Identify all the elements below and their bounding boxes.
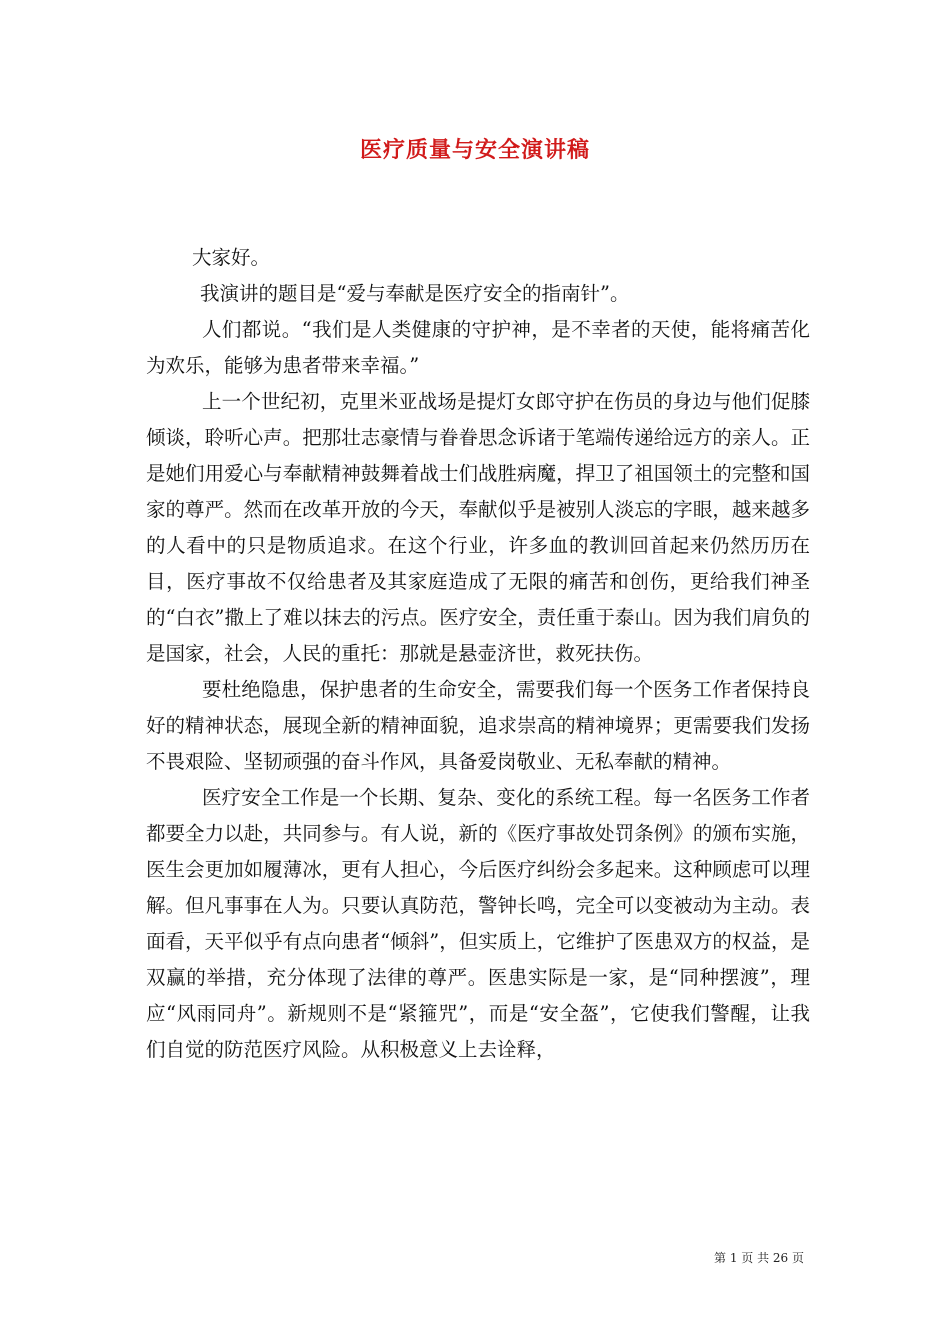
page-number-footer: 第 1 页 共 26 页	[714, 1251, 804, 1265]
paragraph-quote: 人们都说。“我们是人类健康的守护神，是不幸者的天使，能将痛苦化为欢乐，能够为患者带来幸福。”	[146, 318, 810, 377]
paragraph-safety: 要杜绝隐患，保护患者的生命安全，需要我们每一个医务工作者保持良好的精神状态，展现全新的精神面貌，追求崇高的精神境界；更需要我们发扬不畏艰险、坚韧顽强的奋斗作风，具备爱岗敬业、无私奉献的精神。	[146, 678, 810, 773]
document-title: 医疗质量与安全演讲稿	[359, 137, 590, 163]
paragraph-history: 上一个世纪初，克里米亚战场是提灯女郎守护在伤员的身边与他们促膝倾谈，聆听心声。把那壮志豪情与眷眷思念诉诸于笔端传递给远方的亲人。正是她们用爱心与奉献精神鼓舞着战士们战胜病魔，捍卫了祖国领土的完整和国家的尊严。然而在改革开放的今天，奉献似乎是被别人淡忘的字眼，越来越多的人看中的只是物质追求。在这个行业，许多血的教训回首起来仍然历历在目，医疗事故不仅给患者及其家庭造成了无限的痛苦和创伤，更给我们神圣的“白衣”撒上了难以抹去的污点。医疗安全，责任重于泰山。因为我们肩负的是国家，社会，人民的重托：那就是悬壶济世，救死扶伤。	[146, 390, 810, 665]
paragraph-topic: 我演讲的题目是“爱与奉献是医疗安全的指南针”。	[200, 282, 630, 305]
document-body	[146, 240, 810, 1068]
paragraph-greeting: 大家好。	[192, 246, 271, 269]
paragraph-work: 医疗安全工作是一个长期、复杂、变化的系统工程。每一名医务工作者都要全力以赴，共同参与。有人说，新的《医疗事故处罚条例》的颁布实施，医生会更加如履薄冰，更有人担心，今后医疗纠纷会多起来。这种顾虑可以理解。但凡事事在人为。只要认真防范，警钟长鸣，完全可以变被动为主动。表面看，天平似乎有点向患者“倾斜”，但实质上，它维护了医患双方的权益，是双赢的举措，充分体现了法律的尊严。医患实际是一家，是“同种摆渡”，理应“风雨同舟”。新规则不是“紧箍咒”，而是“安全盔”，它使我们警醒，让我们自觉的防范医疗风险。从积极意义上去诠释，	[146, 786, 810, 1061]
